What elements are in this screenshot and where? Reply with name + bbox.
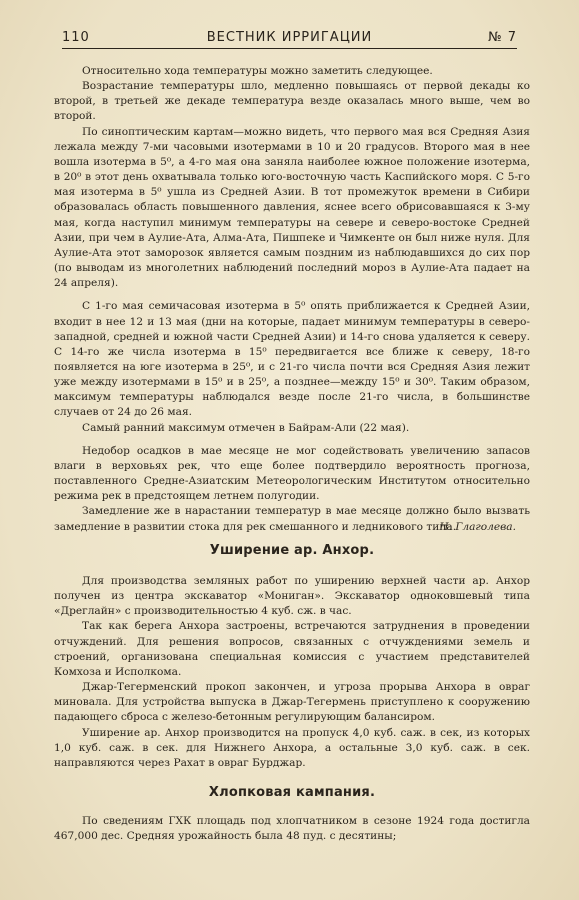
journal-title: ВЕСТНИК ИРРИГАЦИИ [206,30,373,45]
paragraph: По синоптическим картам—можно видеть, что первого мая вся Средняя Азия лежала между 7-ми часовыми изотермами в 10 и 20 градусов. Второго мая в нее вошла изотерма в 5⁰, а 4-го мая она заняла наиболее южное положение изотерма, в 20⁰ в этот день охватывала только юго-восточную часть Каспийского моря. С 5-го мая изотерма в 5⁰ ушла из Средней Азии. В тот промежуток времени в Сибири образовалась область повышенного давления, яснее всего обрисовавшаяся к 3-му мая, когда наступил минимум температуры на севере и северо-востоке Средней Азии, при чем в Аулие-Ата, Алма-Ата, Пишпеке и Чимкенте он был ниже нуля. Для Аулие-Ата этот заморозок является самым поздним из наблюдавшихся до сих пор (по выводам из многолетних наблюдений последний мороз в Аулие-Ата падает на 24 апреля). [54,125,530,290]
page-body [54,64,530,845]
paragraph: С 1-го мая семичасовая изотерма в 5⁰ опять приближается к Средней Азии, входит в нее 12 и 13 мая (дни на которые, падает минимум температуры в северо-западной, средней и южной части Средней Азии) и 14-го снова удаляется к северу. С 14-го же числа изотерма в 15⁰ передвигается все ближе к северу, 18-го появляется на юге изотерма в 25⁰, и с 21-го числа почти вся Средняя Азия лежит уже между изотермами в 15⁰ и в 25⁰, а позднее—между 15⁰ и 30⁰. Таким образом, максимум температуры наблюдался везде после 21-го числа, в большинстве случаев от 24 до 26 мая. [54,300,530,419]
paragraph: Замедление же в нарастании температур в мае месяце должно было вызвать замедление в развитии стока для рек смешанного и ледникового типа. [54,505,530,533]
paragraph: Уширение ар. Анхор производится на пропуск 4,0 куб. саж. в сек, из которых 1,0 куб. саж. в сек. для Нижнего Анхора, а остальные 3,0 куб. саж. в сек. направляются через Рахат в овраг Бурджар. [54,726,530,769]
paragraph: Для производства земляных работ по уширению верхней части ар. Анхор получен из центра экскаватор «Мониган». Экскаватор одноковшевый типа «Дреглайн» с производительностью 4 куб. сж. в час. [54,575,530,618]
section-heading: Хлопковая кампания. [208,785,376,801]
section-heading: Уширение ар. Анхор. [209,542,375,558]
issue-number: № 7 [488,30,517,45]
paragraph: Джар-Тегерменский прокоп закончен, и угроза прорыва Анхора в овраг миновала. Для устройства выпуска в Джар-Тегермень приступлено к сооружению падающего сброса с железо-бетонным регулирующим балансиром. [54,681,530,724]
paragraph: По сведениям ГХК площадь под хлопчатником в сезоне 1924 года достигла 467,000 дес. Средняя урожайность была 48 пуд. с десятины; [54,815,530,843]
paragraph: Самый ранний максимум отмечен в Байрам-Али (22 мая). [82,421,410,434]
paragraph: Возрастание температуры шло, медленно повышаясь от первой декады ко второй, в третьей же декаде температура везде оказалась много выше, чем во второй. [54,80,530,123]
paragraph: Так как берега Анхора застроены, встречаются затруднения в проведении отчуждений. Для решения вопросов, связанных с отчуждениями земель и строений, организована специальная комиссия с участием представителей Комхоза и Исполкома. [54,620,530,678]
page-number: 110 [62,30,90,45]
paragraph: Недобор осадков в мае месяце не мог содействовать увеличению запасов влаги в верховьях рек, что еще более подтвердило вероятность прогноза, поставленного Средне-Азиатским Метеорологическим Институтом относительно режима рек в предстоящем летнем полугодии. [54,444,530,503]
paragraph: Относительно хода температуры можно заметить следующее. [82,65,433,77]
running-header [62,30,517,48]
author-signature: Н. Глаголева. [439,520,516,533]
header-rule [62,48,517,49]
